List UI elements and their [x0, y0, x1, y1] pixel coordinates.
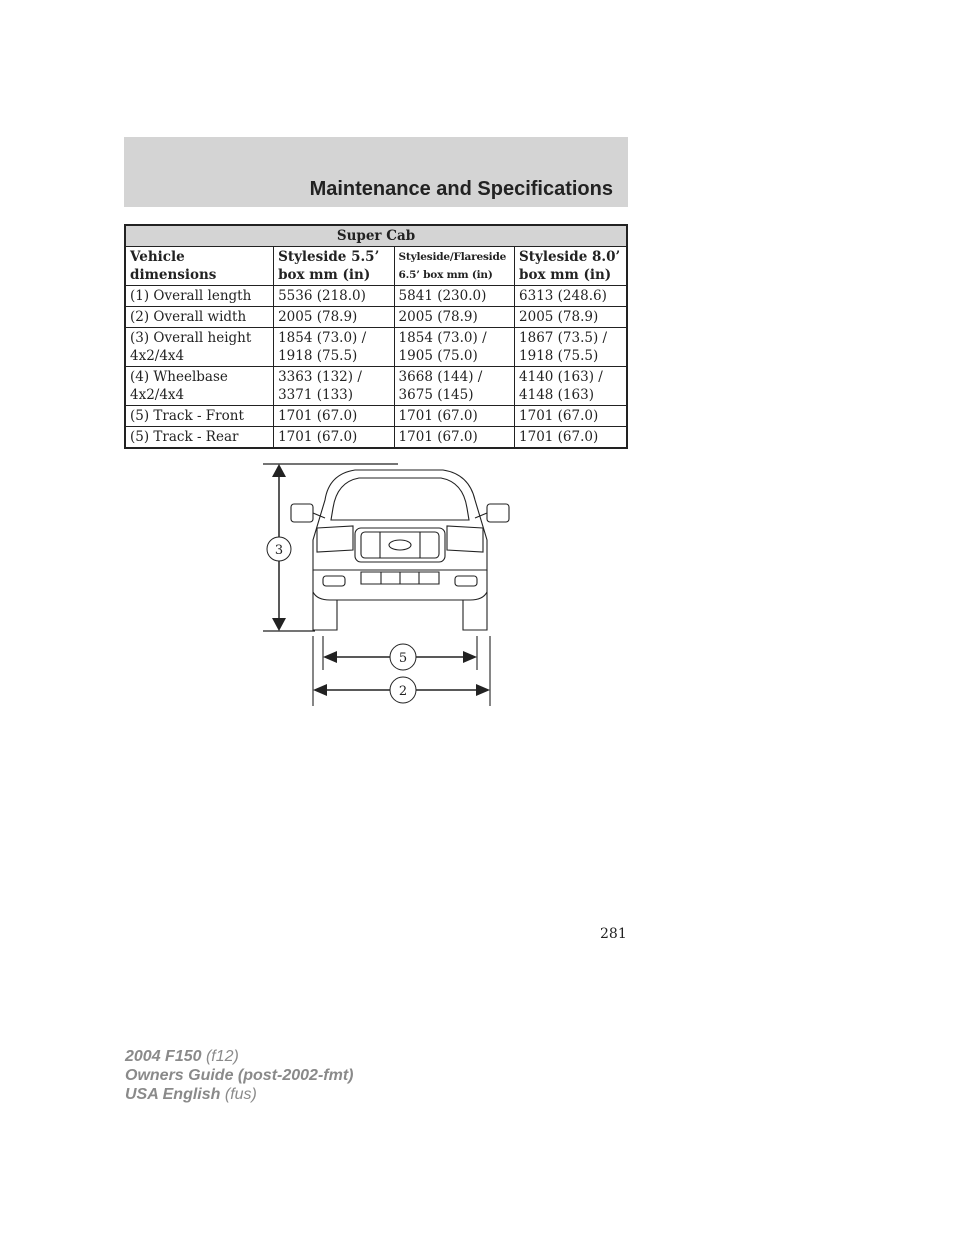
arrow-head: [463, 651, 477, 663]
table-cell: 4140 (163) / 4148 (163): [515, 367, 627, 406]
table-cell: 3668 (144) / 3675 (145): [394, 367, 514, 406]
table-cell: 2005 (78.9): [274, 307, 394, 328]
truck-body: [291, 470, 509, 630]
arrow-head: [272, 464, 286, 477]
column-header: Styleside 8.0’ box mm (in): [515, 247, 627, 286]
footer-line: Owners Guide (post-2002-fmt): [125, 1067, 354, 1084]
table-row: [125, 406, 627, 427]
arrow-head: [313, 684, 327, 696]
table-cell: 2005 (78.9): [394, 307, 514, 328]
document-footer: [125, 1047, 353, 1104]
table-row: [125, 286, 627, 307]
table-header-row: [125, 247, 627, 286]
table-cell: 6313 (248.6): [515, 286, 627, 307]
table-cell: (5) Track - Rear: [125, 427, 274, 449]
table-cell: 1701 (67.0): [274, 427, 394, 449]
table-cell: 1854 (73.0) / 1905 (75.0): [394, 328, 514, 367]
table-cell: 1701 (67.0): [515, 406, 627, 427]
table-cell: 3363 (132) / 3371 (133): [274, 367, 394, 406]
page-number: 281: [600, 926, 627, 942]
truck-front-diagram: [255, 460, 535, 715]
table-cell: 1701 (67.0): [394, 406, 514, 427]
footer-line: 2004 F150 (f12): [125, 1048, 239, 1065]
table-row: [125, 367, 627, 406]
column-header: Styleside/Flareside 6.5’ box mm (in): [394, 247, 514, 286]
arrow-head: [323, 651, 337, 663]
table-cell: (5) Track - Front: [125, 406, 274, 427]
table-cell: 1701 (67.0): [274, 406, 394, 427]
arrow-head: [272, 618, 286, 631]
callout-2: 2: [398, 684, 408, 699]
section-header-band: [124, 137, 628, 207]
table-cell: 5536 (218.0): [274, 286, 394, 307]
table-caption: Super Cab: [125, 225, 627, 247]
table-cell: 1701 (67.0): [394, 427, 514, 449]
table-cell: (1) Overall length: [125, 286, 274, 307]
table-cell: 1867 (73.5) / 1918 (75.5): [515, 328, 627, 367]
table-cell: 1701 (67.0): [515, 427, 627, 449]
table-cell: (4) Wheelbase 4x2/4x4: [125, 367, 274, 406]
table-cell: (3) Overall height 4x2/4x4: [125, 328, 274, 367]
table-row: [125, 328, 627, 367]
callout-3: 3: [274, 543, 284, 558]
table-cell: 1854 (73.0) / 1918 (75.5): [274, 328, 394, 367]
column-header: Vehicle dimensions: [125, 247, 274, 286]
table-row: [125, 307, 627, 328]
column-header: Styleside 5.5’ box mm (in): [274, 247, 394, 286]
table-cell: 2005 (78.9): [515, 307, 627, 328]
table-row: [125, 427, 627, 449]
section-title: Maintenance and Specifications: [309, 178, 613, 200]
table-cell: 5841 (230.0): [394, 286, 514, 307]
arrow-head: [476, 684, 490, 696]
table-cell: (2) Overall width: [125, 307, 274, 328]
footer-line: USA English (fus): [125, 1086, 257, 1103]
dimensions-table: [124, 224, 628, 449]
callout-5: 5: [398, 651, 408, 666]
